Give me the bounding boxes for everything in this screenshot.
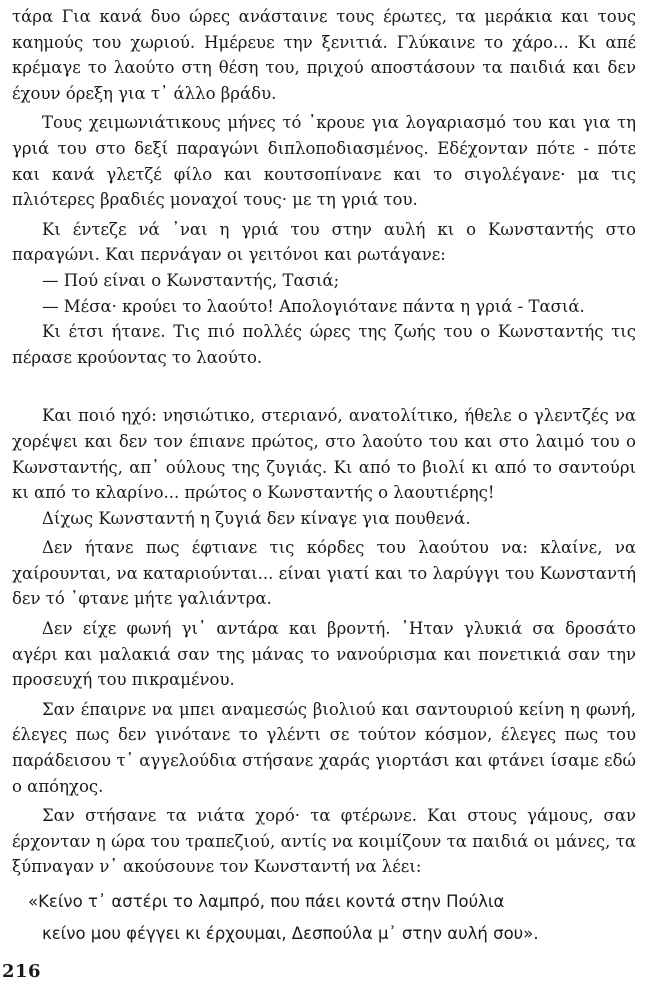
paragraph-2: Τους χειμωνιάτικους μήνες τό ᾽κρουε για λογαριασμό του και για τη γριά του στο δεξί παραγώνι διπλοποδιασμένος. Εδέχονταν πότε - πότε και κανά γλετζέ φίλο και κουτσοπίνανε και το σιγολέγανε· μα τις πλιότερες βραδιές μοναχοί τους· με τη γριά του. <box>12 113 636 210</box>
paragraph-5: Και ποιό ηχό: νησιώτικο, στεριανό, ανατολίτικο, ήθελε ο γλεντζές να χορέψει και δεν τον έπιανε πρώτος, στο λαούτο του και στο λαιμό του ο Κωνσταντής, απ᾽ ούλους της ζυγιάς. Κι από το βιολί κι από το σαντούρι κι από το κλαρίνο... πρώτος ο Κωνσταντής ο λαουτιέρης! <box>12 406 636 503</box>
main-text <box>12 4 636 950</box>
paragraph-10: Σαν στήσανε τα νιάτα χορό· τα φτέρωνε. Και στους γάμους, σαν έρχονταν η ώρα του τραπεζιού, αντίς να κοιμίζουν τα παιδιά οι μάνες, τα ξύπναγαν ν᾽ ακούσουνε τον Κωνσταντή να λέει: <box>12 806 636 877</box>
paragraph-3: Κι έντεζε νά ᾽ναι η γριά του στην αυλή κι ο Κωνσταντής στο παραγώνι. Και περνάγαν οι γειτόνοι και ρωτάγανε: <box>12 219 636 265</box>
dialogue-line-1: — Πού είναι ο Κωνσταντής, Τασιά; <box>42 270 340 290</box>
page-number: 216 <box>2 961 42 982</box>
song-verse <box>12 886 636 950</box>
verse-line-1: «Κείνο τ᾽ αστέρι το λαμπρό, που πάει κοντά στην Πούλια <box>28 892 505 911</box>
paragraph-6: Δίχως Κωνσταντή η ζυγιά δεν κίναγε για πουθενά. <box>42 508 471 528</box>
paragraph-4: Κι έτσι ήτανε. Τις πιό πολλές ώρες της ζωής του ο Κωνσταντής τις πέρασε κρούοντας το λαούτο. <box>12 322 636 367</box>
paragraph-9: Σαν έπαιρνε να μπει αναμεσώς βιολιού και σαντουριού κείνη η φωνή, έλεγες πως δεν γινότανε το γλέντι σε τούτον κόσμον, έλεγες πως του παράδεισου τ᾽ αγγελούδια στήσανε χαράς γιορτάσι και φτάνει ίσαμε εδώ ο απόηχος. <box>12 699 636 796</box>
paragraph-1: τάρα Για κανά δυο ώρες ανάσταινε τους έρωτες, τα μεράκια και τους καημούς του χωριού. Ημέρευε την ξενιτιά. Γλύκαινε το χάρο... Κι απέ κρέμαγε το λαούτο στη θέση του, πριχού αποστάσουν τα παιδιά και δεν έχουν όρεξη για τ᾽ άλλο βράδυ. <box>12 7 636 103</box>
paragraph-8: Δεν είχε φωνή γι᾽ αντάρα και βροντή. ᾽Ηταν γλυκιά σα δροσάτο αγέρι και μαλακιά σαν της μάνας το νανούρισμα και πονετικιά σαν την προσευχή του πικραμένου. <box>12 619 636 690</box>
paragraph-7: Δεν ήτανε πως έφτιανε τις κόρδες του λαούτου να: κλαίνε, να χαίρουνται, να καταριούνται... είναι γιατί και το λαρύγγι του Κωνσταντή δεν τό ᾽φτανε μήτε γαλιάντρα. <box>12 538 636 609</box>
verse-line-2: κείνο μου φέγγει κι έρχουμαι, Δεσπούλα μ᾽ στην αυλή σου». <box>42 924 539 943</box>
dialogue-line-2: — Μέσα· κρούει το λαούτο! Απολογιότανε πάντα η γριά - Τασιά. <box>42 296 585 316</box>
